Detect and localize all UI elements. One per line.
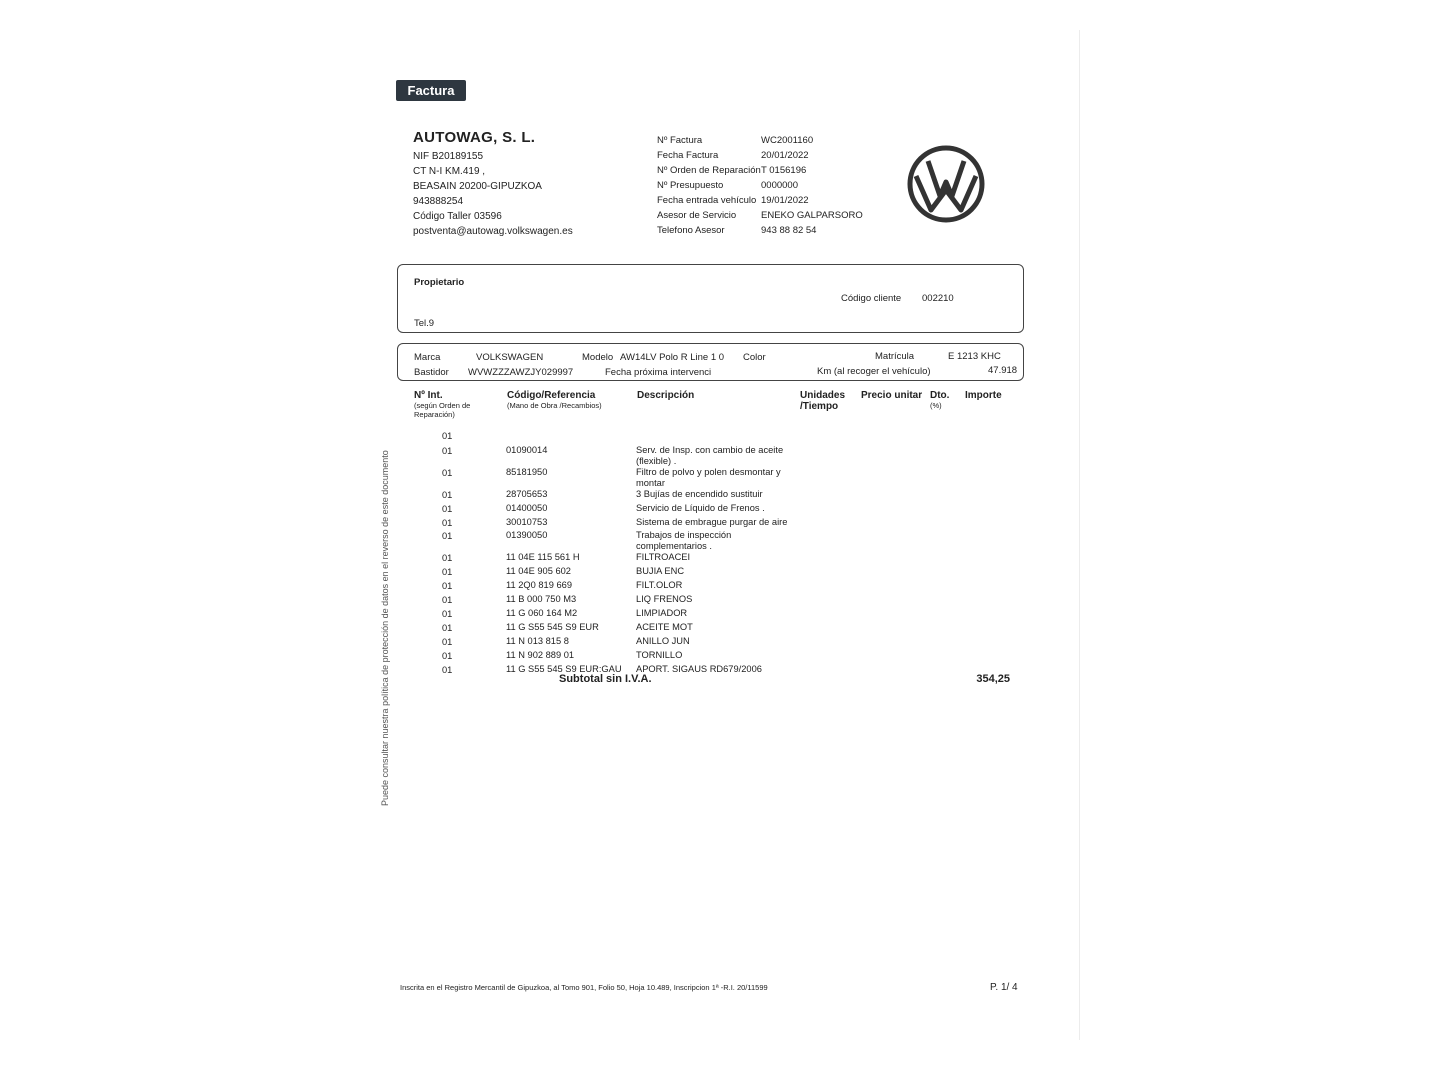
meta-row [657, 148, 809, 163]
meta-value: ENEKO GALPARSORO [761, 210, 863, 221]
meta-label: Nº Factura [657, 135, 703, 146]
meta-value: T 0156196 [761, 165, 807, 176]
header-int [414, 390, 494, 419]
item-description: Serv. de Insp. con cambio de aceite [636, 445, 784, 455]
item-reference: 11 G S55 545 S9 EUR [506, 622, 599, 632]
vw-logo-icon [906, 144, 986, 224]
header-units-label2: /Tiempo [800, 401, 839, 412]
item-description: 3 Bujías de encendido sustituir [636, 489, 763, 499]
vin-label: Bastidor [414, 367, 449, 378]
plate-label: Matrícula [875, 351, 915, 362]
privacy-note: Puede consultar nuestra política de protección de datos en el reverso de este documento [380, 450, 390, 806]
meta-value: 0000000 [761, 180, 798, 191]
invoice-meta [657, 133, 863, 238]
company-line: Código Taller 03596 [413, 211, 502, 222]
color-label: Color [743, 352, 766, 363]
meta-label: Telefono Asesor [657, 225, 725, 236]
item-description: FILT.OLOR [636, 580, 683, 590]
item-int: 01 [442, 553, 453, 563]
header-ref-sub: (Mano de Obra /Recambios) [507, 401, 602, 410]
page-number: P. 1/ 4 [990, 982, 1018, 993]
item-description-continued: montar [636, 478, 665, 488]
company-line: CT N-I KM.419 , [413, 166, 486, 177]
item-description: LIQ FRENOS [636, 594, 693, 604]
header-int-label: Nº Int. [414, 390, 443, 401]
meta-value: 943 88 82 54 [761, 225, 817, 236]
first-int-value: 01 [442, 431, 453, 441]
document-title-badge: Factura [396, 80, 466, 101]
item-int: 01 [442, 446, 453, 456]
item-reference: 11 G S55 545 S9 EUR:GAU [506, 664, 622, 674]
header-desc: Descripción [637, 390, 695, 401]
item-reference: 11 04E 905 602 [506, 566, 571, 576]
plate-value: E 1213 KHC [948, 351, 1001, 362]
meta-label: Nº Orden de Reparación [657, 165, 761, 176]
vin-value: WVWZZZAWZJY029997 [468, 367, 574, 378]
subtotal-label: Subtotal sin I.V.A. [559, 673, 652, 685]
item-int: 01 [442, 665, 453, 675]
km-value: 47.918 [988, 365, 1018, 376]
item-int: 01 [442, 531, 453, 541]
item-int: 01 [442, 651, 453, 661]
company-line: NIF B20189155 [413, 151, 484, 162]
page-edge [1079, 30, 1080, 1040]
meta-value: WC2001160 [761, 135, 814, 146]
item-reference: 11 N 902 889 01 [506, 650, 575, 660]
meta-value: 20/01/2022 [761, 150, 809, 161]
item-description: Sistema de embrague purgar de aire [636, 517, 788, 527]
item-description: TORNILLO [636, 650, 683, 660]
item-reference: 30010753 [506, 517, 548, 527]
meta-label: Asesor de Servicio [657, 210, 737, 221]
registry-footer: Inscrita en el Registro Mercantil de Gipuzkoa, al Tomo 901, Folio 50, Hoja 10.489, Inscripcion 1ª -R.I. 20/11599 [400, 983, 768, 992]
company-line: BEASAIN 20200-GIPUZKOA [413, 181, 542, 192]
item-int: 01 [442, 468, 453, 478]
meta-row [657, 163, 807, 178]
header-dto-sub: (%) [930, 401, 942, 410]
company-line: 943888254 [413, 196, 464, 207]
header-units [800, 390, 845, 412]
model-value: AW14LV Polo R Line 1 0 [620, 352, 725, 363]
client-code-value: 002210 [922, 293, 954, 304]
item-reference: 11 2Q0 819 669 [506, 580, 572, 590]
next-date-label: Fecha próxima intervenci [605, 367, 712, 378]
item-int: 01 [442, 609, 453, 619]
meta-value: 19/01/2022 [761, 195, 809, 206]
header-ref [507, 390, 602, 410]
owner-box [397, 264, 1024, 333]
item-description: ACEITE MOT [636, 622, 693, 632]
brand-label: Marca [414, 352, 441, 363]
owner-phone: Tel.9 [414, 318, 435, 329]
item-description: FILTROACEI [636, 552, 691, 562]
item-description: Servicio de Líquido de Frenos . [636, 503, 765, 513]
item-description: Trabajos de inspección [636, 530, 732, 540]
meta-row [657, 133, 814, 148]
model-label: Modelo [582, 352, 614, 363]
item-int: 01 [442, 518, 453, 528]
item-reference: 11 B 000 750 M3 [506, 594, 577, 604]
company-email: postventa@autowag.volkswagen.es [413, 226, 573, 237]
header-price: Precio unitar [861, 390, 923, 401]
meta-label: Fecha entrada vehículo [657, 195, 757, 206]
item-reference: 01400050 [506, 503, 548, 513]
brand-value: VOLKSWAGEN [476, 352, 544, 363]
item-int: 01 [442, 595, 453, 605]
header-ref-label: Código/Referencia [507, 390, 596, 401]
header-amount: Importe [965, 390, 1002, 401]
item-description: BUJIA ENC [636, 566, 685, 576]
client-code-label: Código cliente [841, 293, 902, 304]
item-description: ANILLO JUN [636, 636, 690, 646]
item-description: APORT. SIGAUS RD679/2006 [636, 664, 762, 674]
subtotal-value: 354,25 [976, 673, 1010, 685]
item-description: LIMPIADOR [636, 608, 688, 618]
company-name: AUTOWAG, S. L. [413, 129, 536, 146]
header-dto [930, 390, 949, 410]
item-reference: 28705653 [506, 489, 548, 499]
company-info [413, 129, 573, 239]
item-description-continued: (flexible) . [636, 456, 677, 466]
vehicle-box [397, 343, 1024, 381]
item-int: 01 [442, 504, 453, 514]
item-description-continued: complementarios . [636, 541, 712, 551]
item-int: 01 [442, 581, 453, 591]
item-int: 01 [442, 637, 453, 647]
item-reference: 11 N 013 815 8 [506, 636, 569, 646]
item-description: Filtro de polvo y polen desmontar y [636, 467, 781, 477]
meta-row [657, 193, 809, 208]
owner-label: Propietario [414, 277, 465, 288]
header-int-sub: (según Orden de Reparación) [414, 401, 471, 419]
meta-row [657, 223, 817, 238]
meta-row [657, 178, 798, 193]
item-int: 01 [442, 567, 453, 577]
header-units-label: Unidades [800, 390, 846, 401]
item-reference: 11 04E 115 561 H [506, 552, 580, 562]
item-int: 01 [442, 623, 453, 633]
km-label: Km (al recoger el vehículo) [817, 366, 931, 377]
item-reference: 01390050 [506, 530, 548, 540]
meta-label: Nº Presupuesto [657, 180, 724, 191]
header-dto-label: Dto. [930, 390, 950, 401]
item-int: 01 [442, 490, 453, 500]
item-reference: 85181950 [506, 467, 548, 477]
meta-label: Fecha Factura [657, 150, 719, 161]
item-reference: 11 G 060 164 M2 [506, 608, 578, 618]
meta-row [657, 208, 863, 223]
item-reference: 01090014 [506, 445, 548, 455]
